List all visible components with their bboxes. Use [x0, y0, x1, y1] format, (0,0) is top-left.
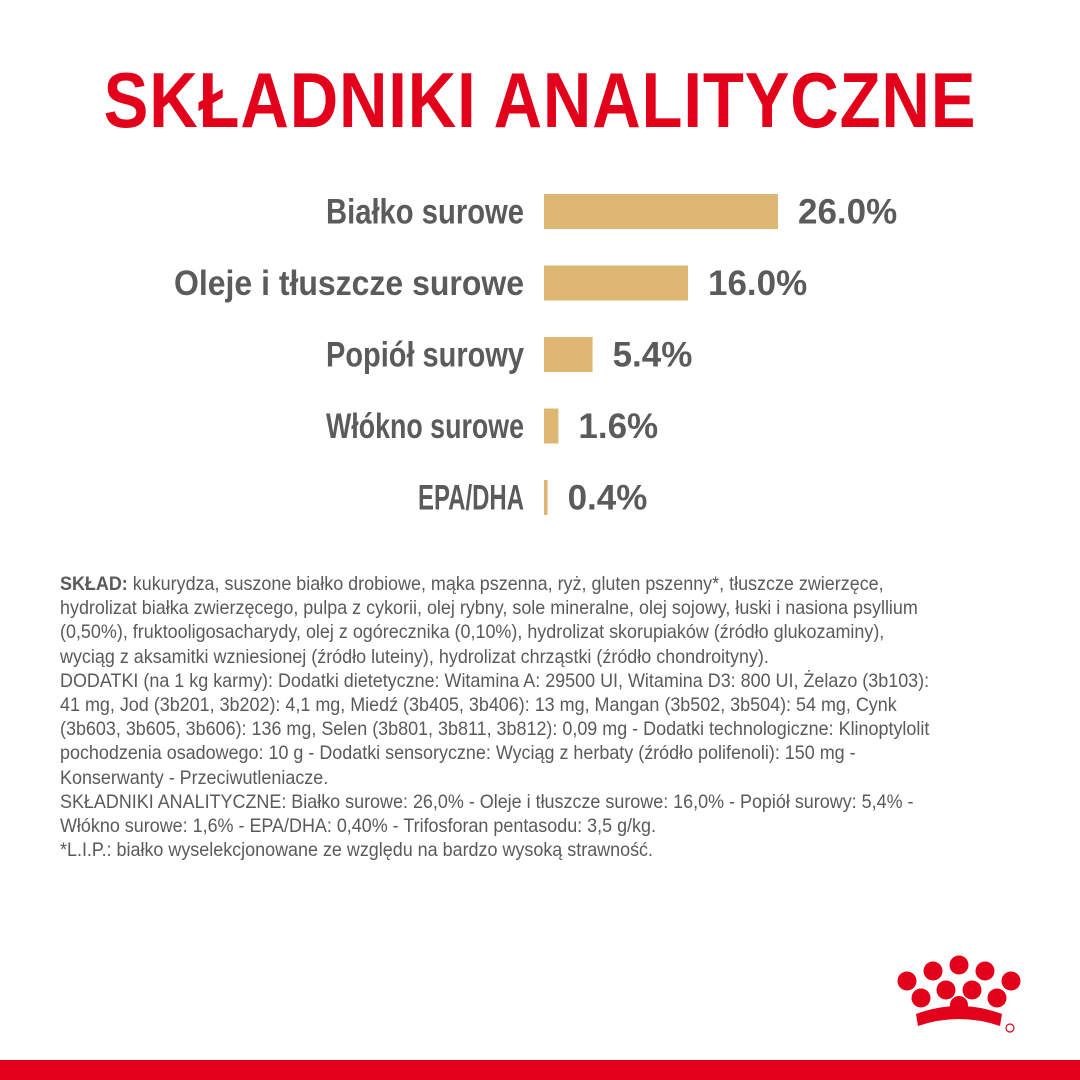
crown-icon — [884, 954, 1034, 1038]
bar — [544, 266, 688, 301]
bottom-brand-bar — [0, 1060, 1080, 1080]
category-label: Oleje i tłuszcze surowe — [174, 264, 524, 303]
category-label: Białko surowe — [326, 192, 524, 232]
dodatki-paragraph: DODATKI (na 1 kg karmy): Dodatki dietetyczne: Witamina A: 29500 UI, Witamina D3: 800 UI, Żelazo (3b103): 41 mg, Jod (3b201, 3b202): 4,1 mg, Miedź (3b405, 3b406): 13 mg, Mangan (3b502, 3b504): 54 mg, Cynk (3b603, 3b605, 3b606): 136 mg, Selen (3b801, 3b811, 3b812): 0,09 mg - Dodatki technologiczne: Klinoptylolit pochodzenia osadowego: 10 g - Dodatki sensoryczne: Wyciąg z herbaty (źródło polifenoli): 150 mg - Konserwanty - Przeciwutleniacze. — [60, 669, 930, 789]
sklad-heading: SKŁAD: — [60, 573, 128, 595]
value-label: 1.6% — [578, 407, 659, 446]
bar — [544, 480, 548, 515]
value-label: 26.0% — [798, 192, 898, 232]
sklad-text: kukurydza, suszone białko drobiowe, mąka pszenna, ryż, gluten pszenny*, tłuszcze zwierzęce, hydrolizat białka zwierzęcego, pulpa z cykorii, olej rybny, sole mineralne, olej sojowy, łuski i nasiona psyllium (0,50%), fruktooligosacharydy, olej z ogórecznika (0,10%), hydrolizat skorupiaków (źródło glukozaminy), wyciąg z aksamitki wzniesionej (źródło luteiny), hydrolizat chrząstki (źródło chondroityny). — [60, 573, 918, 668]
category-label: Popiół surowy — [326, 335, 525, 375]
composition-text — [60, 572, 943, 862]
chart-title: SKŁADNIKI ANALITYCZNE — [103, 56, 977, 144]
bar — [544, 194, 778, 229]
value-label: 0.4% — [567, 478, 648, 518]
bar — [544, 409, 558, 444]
footnote: *L.I.P.: białko wyselekcjonowane ze względu na bardzo wysoką strawność. — [60, 839, 654, 862]
value-label: 16.0% — [708, 264, 808, 303]
bar — [544, 337, 593, 372]
category-label: Włókno surowe — [326, 407, 524, 446]
analityczne-paragraph: SKŁADNIKI ANALITYCZNE: Białko surowe: 26,0% - Oleje i tłuszcze surowe: 16,0% - Popiół surowy: 5,4% - Włókno surowe: 1,6% - EPA/DHA: 0,40% - Trifosforan pentasodu: 3,5 g/kg. — [60, 790, 914, 838]
category-label: EPA/DHA — [418, 478, 524, 518]
sklad-paragraph — [60, 572, 943, 669]
value-label: 5.4% — [612, 335, 693, 375]
